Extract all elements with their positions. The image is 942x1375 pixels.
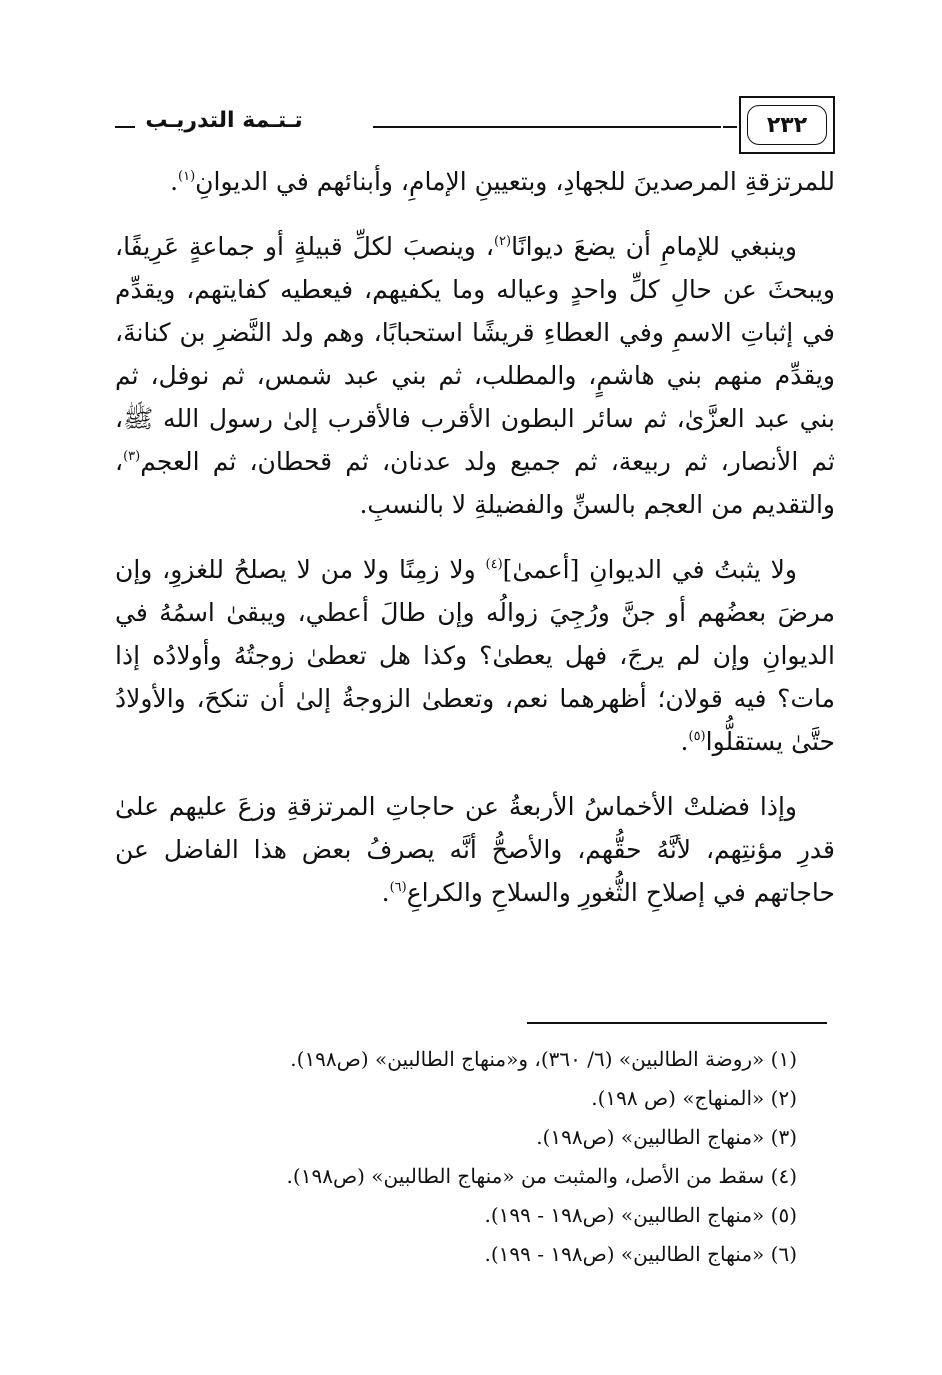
footnote-ref-2: (٢) <box>493 234 512 249</box>
paragraph-4-end: . <box>381 878 390 907</box>
page-header <box>115 96 835 158</box>
running-title: تـتـمة التدريـب <box>145 108 303 133</box>
page-number: ٢٣٢ <box>747 105 827 145</box>
paragraph-2-text-middle: ، وينصبَ لكلِّ قبيلةٍ أو جماعةٍ عَرِيفًا، ويبحثَ عن حالِ كلِّ واحدٍ وعياله وما يكفيهم، فيعطيه كفايتهم، ويقدِّم في إثباتِ الاسمِ وفي العطاءِ قريشًا استحبابًا، وهم ولد النَّضرِ بن كنانةَ، ويقدِّم منهم بني هاشمٍ، والمطلب، ثم بني عبد شمس، ثم نوفل، ثم بني عبد العزَّىٰ، ثم سائر البطون الأقرب فالأقرب إلىٰ رسول الله ﷺ، ثم الأنصار، ثم ربيعة، ثم جميع ولد عدنان، ثم قحطان، ثم العجم <box>115 232 835 476</box>
footnote-1: (١) «روضة الطالبين» (٦/ ٣٦٠)، و«منهاج الطالبين» (ص١٩٨). <box>290 1047 797 1071</box>
header-rule-short <box>723 126 737 128</box>
header-rule-long <box>373 126 721 128</box>
paragraph-3-text-end: . <box>680 727 689 756</box>
footnote-ref-6: (٦) <box>389 880 407 895</box>
paragraph-3 <box>115 548 835 763</box>
paragraph-1-text: للمرتزقةِ المرصدينَ للجهادِ، وبتعيينِ الإمامِ، وأبنائهم في الديوانِ <box>195 167 835 196</box>
paragraph-2 <box>115 225 835 526</box>
footnote-ref-4: (٤) <box>485 557 503 572</box>
page-number-frame <box>739 96 835 154</box>
paragraph-2-text-end: ، والتقديم من العجم بالسنِّ والفضيلةِ لا بالنسبِ. <box>115 447 835 519</box>
footnote-2: (٢) «المنهاج» (ص ١٩٨). <box>591 1086 797 1110</box>
footnote-6: (٦) «منهاج الطالبين» (ص١٩٨ - ١٩٩). <box>484 1242 797 1266</box>
paragraph-4 <box>115 785 835 914</box>
header-rule-end <box>115 126 135 128</box>
main-text <box>115 160 835 936</box>
footnote-separator <box>527 1022 827 1024</box>
footnote-ref-1: (١) <box>178 169 196 184</box>
paragraph-3-text-start: ولا يثبتُ في الديوانِ [أعمىٰ] <box>502 555 798 584</box>
footnote-3: (٣) «منهاج الطالبين» (ص١٩٨). <box>536 1125 797 1149</box>
footnote-ref-3: (٣) <box>123 449 141 464</box>
paragraph-2-text-start: وينبغي للإمامِ أن يضعَ ديوانًا <box>511 232 797 261</box>
paragraph-1 <box>115 160 835 203</box>
paragraph-1-end: . <box>170 167 179 196</box>
paragraph-3-text-middle: ولا زمِنًا ولا من لا يصلحُ للغزوِ، وإن مرضَ بعضُهم أو جنَّ ورُجِيَ زوالُه وإن طالَ أعطي، ويبقىٰ اسمُهُ في الديوانِ وإن لم يرجَ، فهل يعطىٰ؟ وكذا هل تعطىٰ زوجتُهُ وأولادُه إذا مات؟ فيه قولان؛ أظهرهما نعم، وتعطىٰ الزوجةُ إلىٰ أن تنكحَ، والأولادُ حتَّىٰ يستقلُّوا <box>115 555 835 756</box>
paragraph-4-text: وإذا فضلتْ الأخماسُ الأربعةُ عن حاجاتِ المرتزقةِ وزعَ عليهم علىٰ قدرِ مؤنتِهم، لأنَّهُ حقُّهم، والأصحُّ أنَّه يصرفُ بعض هذا الفاضل عن حاجاتهم في إصلاحِ الثُّغورِ والسلاحِ والكراعِ <box>115 792 835 907</box>
footnote-4: (٤) سقط من الأصل، والمثبت من «منهاج الطالبين» (ص١٩٨). <box>286 1164 797 1188</box>
footnotes-list <box>107 1040 797 1274</box>
footnote-ref-5: (٥) <box>688 729 706 744</box>
footnote-5: (٥) «منهاج الطالبين» (ص١٩٨ - ١٩٩). <box>484 1203 797 1227</box>
